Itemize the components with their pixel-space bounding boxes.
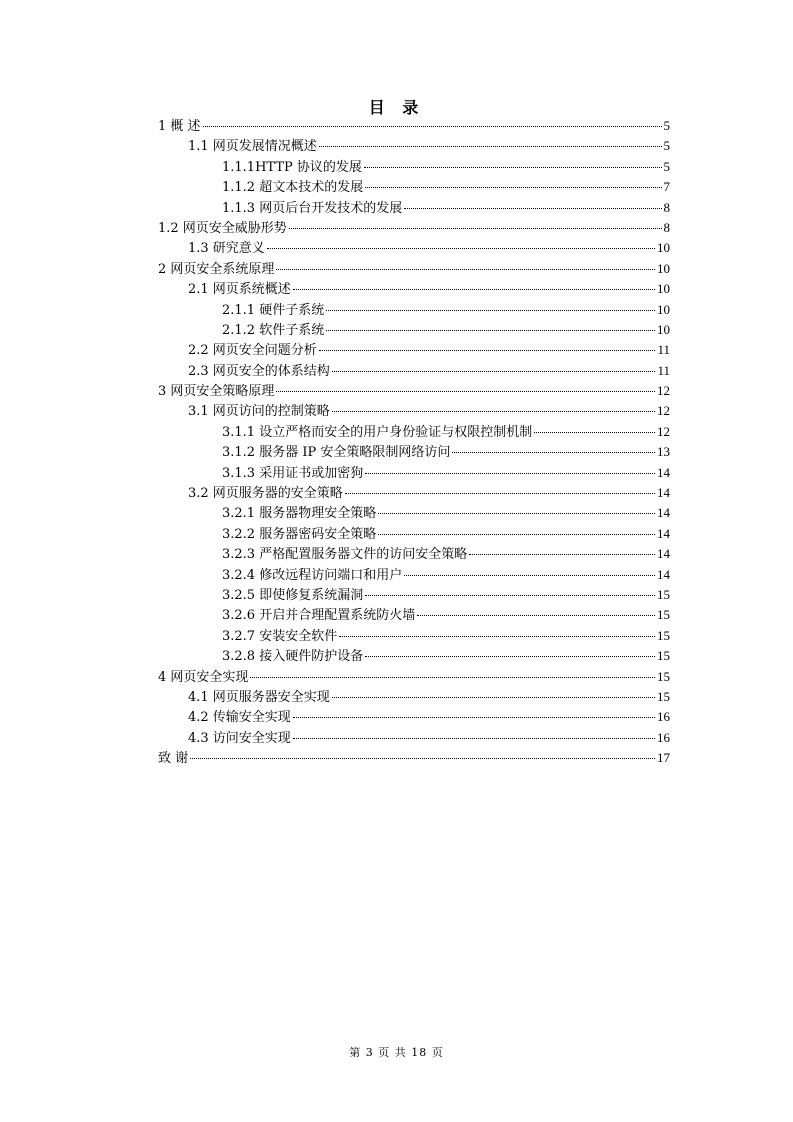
toc-entry-label: 3.2.6 开启并合理配置系统防火墙 (222, 608, 416, 624)
toc-entry-label: 2.1 网页系统概述 (188, 282, 291, 298)
toc-entry-label: 3 网页安全策略原理 (158, 384, 275, 400)
toc-entry-label: 3.2.4 修改远程访问端口和用户 (222, 567, 403, 583)
toc-entry-label: 2.2 网页安全问题分析 (188, 343, 317, 359)
toc-entry-page-number: 11 (657, 362, 670, 378)
toc-dot-leader (365, 595, 655, 596)
toc-entry-page-number: 5 (663, 138, 670, 154)
table-of-contents (158, 116, 670, 769)
toc-entry-page-number: 10 (657, 301, 670, 317)
toc-dot-leader (332, 411, 655, 412)
toc-entry-label: 1.1 网页发展情况概述 (188, 139, 317, 155)
toc-entry-label: 2.1.1 硬件子系统 (222, 302, 325, 318)
toc-entry-page-number: 15 (657, 607, 670, 623)
toc-entry-page-number: 8 (663, 219, 670, 235)
toc-dot-leader (276, 391, 655, 392)
toc-dot-leader (250, 677, 655, 678)
toc-entry[interactable] (158, 238, 670, 258)
toc-dot-leader (452, 452, 655, 453)
toc-entry-page-number: 12 (657, 423, 670, 439)
toc-entry-page-number: 14 (657, 485, 670, 501)
toc-entry-page-number: 11 (657, 342, 670, 358)
toc-dot-leader (345, 493, 655, 494)
toc-entry[interactable] (158, 198, 670, 218)
toc-dot-leader (332, 371, 656, 372)
toc-entry[interactable] (158, 422, 670, 442)
toc-entry[interactable] (158, 667, 670, 687)
toc-entry-label: 4.1 网页服务器安全实现 (188, 689, 330, 705)
toc-entry-page-number: 10 (657, 260, 670, 276)
toc-entry-label: 2.3 网页安全的体系结构 (188, 363, 330, 379)
toc-entry[interactable] (158, 646, 670, 666)
toc-dot-leader (364, 167, 662, 168)
toc-entry-page-number: 10 (657, 240, 670, 256)
toc-dot-leader (365, 473, 655, 474)
toc-dot-leader (293, 717, 655, 718)
toc-dot-leader (289, 228, 662, 229)
toc-entry-page-number: 12 (657, 383, 670, 399)
toc-entry[interactable] (158, 361, 670, 381)
toc-entry[interactable] (158, 340, 670, 360)
toc-entry-page-number: 17 (657, 750, 670, 766)
toc-dot-leader (326, 330, 655, 331)
toc-entry-page-number: 14 (657, 505, 670, 521)
toc-dot-leader (293, 738, 655, 739)
toc-entry-label: 1.1.3 网页后台开发技术的发展 (222, 200, 403, 216)
toc-entry-page-number: 8 (663, 199, 670, 215)
toc-entry[interactable] (158, 503, 670, 523)
toc-dot-leader (190, 758, 655, 759)
toc-entry[interactable] (158, 177, 670, 197)
toc-entry-label: 3.1.1 设立严格而安全的用户身份验证与权限控制机制 (222, 424, 533, 440)
toc-entry[interactable] (158, 157, 670, 177)
toc-entry-label: 4.2 传输安全实现 (188, 710, 291, 726)
toc-dot-leader (332, 697, 655, 698)
toc-entry[interactable] (158, 259, 670, 279)
toc-entry-label: 2.1.2 软件子系统 (222, 322, 325, 338)
toc-entry[interactable] (158, 483, 670, 503)
toc-dot-leader (319, 146, 662, 147)
toc-dot-leader (534, 432, 655, 433)
toc-dot-leader (417, 615, 655, 616)
toc-entry-page-number: 16 (657, 709, 670, 725)
toc-entry-label: 3.2.2 服务器密码安全策略 (222, 526, 377, 542)
toc-entry[interactable] (158, 524, 670, 544)
page-footer: 第 3 页 共 18 页 (349, 1046, 444, 1059)
toc-entry[interactable] (158, 748, 670, 768)
toc-entry-page-number: 15 (657, 627, 670, 643)
toc-entry-page-number: 14 (657, 566, 670, 582)
toc-dot-leader (469, 554, 655, 555)
toc-entry-page-number: 14 (657, 525, 670, 541)
toc-entry-label: 3.2.3 严格配置服务器文件的访问安全策略 (222, 547, 468, 563)
toc-entry-label: 3.2.8 接入硬件防护设备 (222, 649, 364, 665)
toc-entry-label: 3.2.7 安装安全软件 (222, 628, 338, 644)
toc-entry[interactable] (158, 320, 670, 340)
toc-dot-leader (326, 310, 655, 311)
toc-entry[interactable] (158, 300, 670, 320)
toc-entry-page-number: 15 (657, 688, 670, 704)
toc-entry-label: 4 网页安全实现 (158, 669, 249, 685)
toc-entry[interactable] (158, 116, 670, 136)
toc-entry-label: 4.3 访问安全实现 (188, 730, 291, 746)
toc-title: 目 录 (368, 98, 425, 117)
toc-dot-leader (276, 269, 655, 270)
toc-entry-page-number: 16 (657, 729, 670, 745)
toc-entry-label: 3.2.1 服务器物理安全策略 (222, 506, 377, 522)
toc-entry-label: 1 概 述 (158, 119, 201, 134)
toc-entry[interactable] (158, 707, 670, 727)
toc-entry[interactable] (158, 605, 670, 625)
toc-entry[interactable] (158, 544, 670, 564)
toc-dot-leader (378, 513, 655, 514)
toc-entry[interactable] (158, 442, 670, 462)
toc-dot-leader (319, 350, 656, 351)
toc-entry-label: 1.3 研究意义 (188, 241, 265, 257)
toc-dot-leader (203, 126, 662, 127)
toc-entry[interactable] (158, 136, 670, 156)
toc-entry-page-number: 5 (663, 118, 670, 133)
toc-entry-page-number: 14 (657, 464, 670, 480)
toc-entry-page-number: 7 (663, 179, 670, 195)
toc-entry[interactable] (158, 401, 670, 421)
toc-dot-leader (365, 187, 661, 188)
toc-entry[interactable] (158, 626, 670, 646)
toc-entry[interactable] (158, 687, 670, 707)
toc-entry-label: 3.2.5 即使修复系统漏洞 (222, 587, 364, 603)
toc-entry-label: 3.1.3 采用证书或加密狗 (222, 465, 364, 481)
toc-dot-leader (339, 636, 655, 637)
toc-entry-label: 3.2 网页服务器的安全策略 (188, 486, 343, 502)
toc-entry-page-number: 10 (657, 321, 670, 337)
toc-entry[interactable] (158, 585, 670, 605)
toc-entry-page-number: 5 (663, 158, 670, 174)
toc-entry-label: 1.2 网页安全威胁形势 (158, 220, 287, 236)
toc-entry[interactable] (158, 381, 670, 401)
toc-entry-label: 1.1.2 超文本技术的发展 (222, 180, 364, 196)
toc-entry-page-number: 14 (657, 546, 670, 562)
toc-dot-leader (267, 248, 655, 249)
toc-entry-page-number: 15 (657, 586, 670, 602)
toc-entry-page-number: 15 (657, 668, 670, 684)
toc-entry-page-number: 12 (657, 403, 670, 419)
toc-dot-leader (378, 534, 655, 535)
toc-entry-label: 2 网页安全系统原理 (158, 261, 275, 277)
toc-entry[interactable] (158, 463, 670, 483)
toc-entry-label: 3.1 网页访问的控制策略 (188, 404, 330, 420)
toc-dot-leader (404, 208, 661, 209)
toc-entry[interactable] (158, 565, 670, 585)
toc-dot-leader (365, 656, 655, 657)
toc-dot-leader (293, 289, 655, 290)
toc-entry-page-number: 15 (657, 648, 670, 664)
toc-entry-label: 3.1.2 服务器 IP 安全策略限制网络访问 (222, 445, 451, 461)
toc-entry-page-number: 13 (657, 444, 670, 460)
toc-entry-page-number: 10 (657, 281, 670, 297)
toc-entry-label: 1.1.1HTTP 协议的发展 (222, 159, 362, 175)
toc-entry[interactable] (158, 218, 670, 238)
toc-entry-label: 致 谢 (158, 751, 189, 767)
toc-entry[interactable] (158, 279, 670, 299)
toc-entry[interactable] (158, 728, 670, 748)
toc-dot-leader (404, 575, 655, 576)
